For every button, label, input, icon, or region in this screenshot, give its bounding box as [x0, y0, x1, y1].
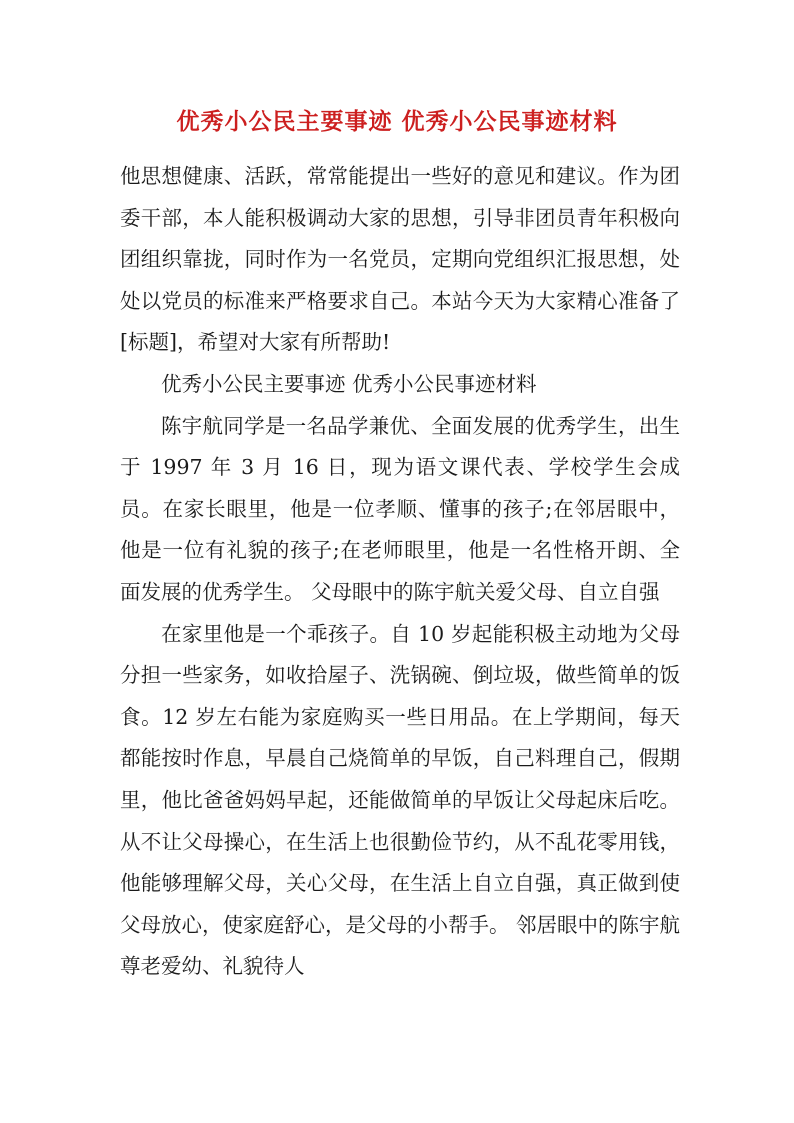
profile-paragraph: 陈宇航同学是一名品学兼优、全面发展的优秀学生，出生于 1997 年 3 月 16 日，现为语文课代表、学校学生会成员。在家长眼里，他是一位孝顺、懂事的孩子;在邻居眼中，他是一位有礼貌的孩子;在老师眼里，他是一名性格开朗、全面发展的优秀学生。 父母眼中的陈宇航关爱父母、自立自强 [120, 413, 680, 604]
home-life-paragraph: 在家里他是一个乖孩子。自 10 岁起能积极主动地为父母分担一些家务，如收拾屋子、洗锅碗、倒垃圾，做些简单的饭食。12 岁左右能为家庭购买一些日用品。在上学期间，每天都能按时作息，早晨自己烧简单的早饭，自己料理自己，假期里，他比爸爸妈妈早起，还能做简单的早饭让父母起床后吃。 从不让父母操心，在生活上也很勤俭节约，从不乱花零用钱，他能够理解父母，关心父母，在生活上自立自强，真正做到使父母放心，使家庭舒心，是父母的小帮手。 邻居眼中的陈宇航尊老爱幼、礼貌待人 [120, 621, 681, 979]
document-body [120, 156, 680, 988]
document-title: 优秀小公民主要事迹 优秀小公民事迹材料 [176, 108, 618, 135]
intro-paragraph: 他思想健康、活跃，常常能提出一些好的意见和建议。作为团委干部，本人能积极调动大家的思想，引导非团员青年积极向团组织靠拢，同时作为一名党员，定期向党组织汇报思想，处处以党员的标准来严格要求自己。本站今天为大家精心准备了[标题]，希望对大家有所帮助! [120, 164, 680, 355]
section-heading: 优秀小公民主要事迹 优秀小公民事迹材料 [161, 371, 537, 396]
